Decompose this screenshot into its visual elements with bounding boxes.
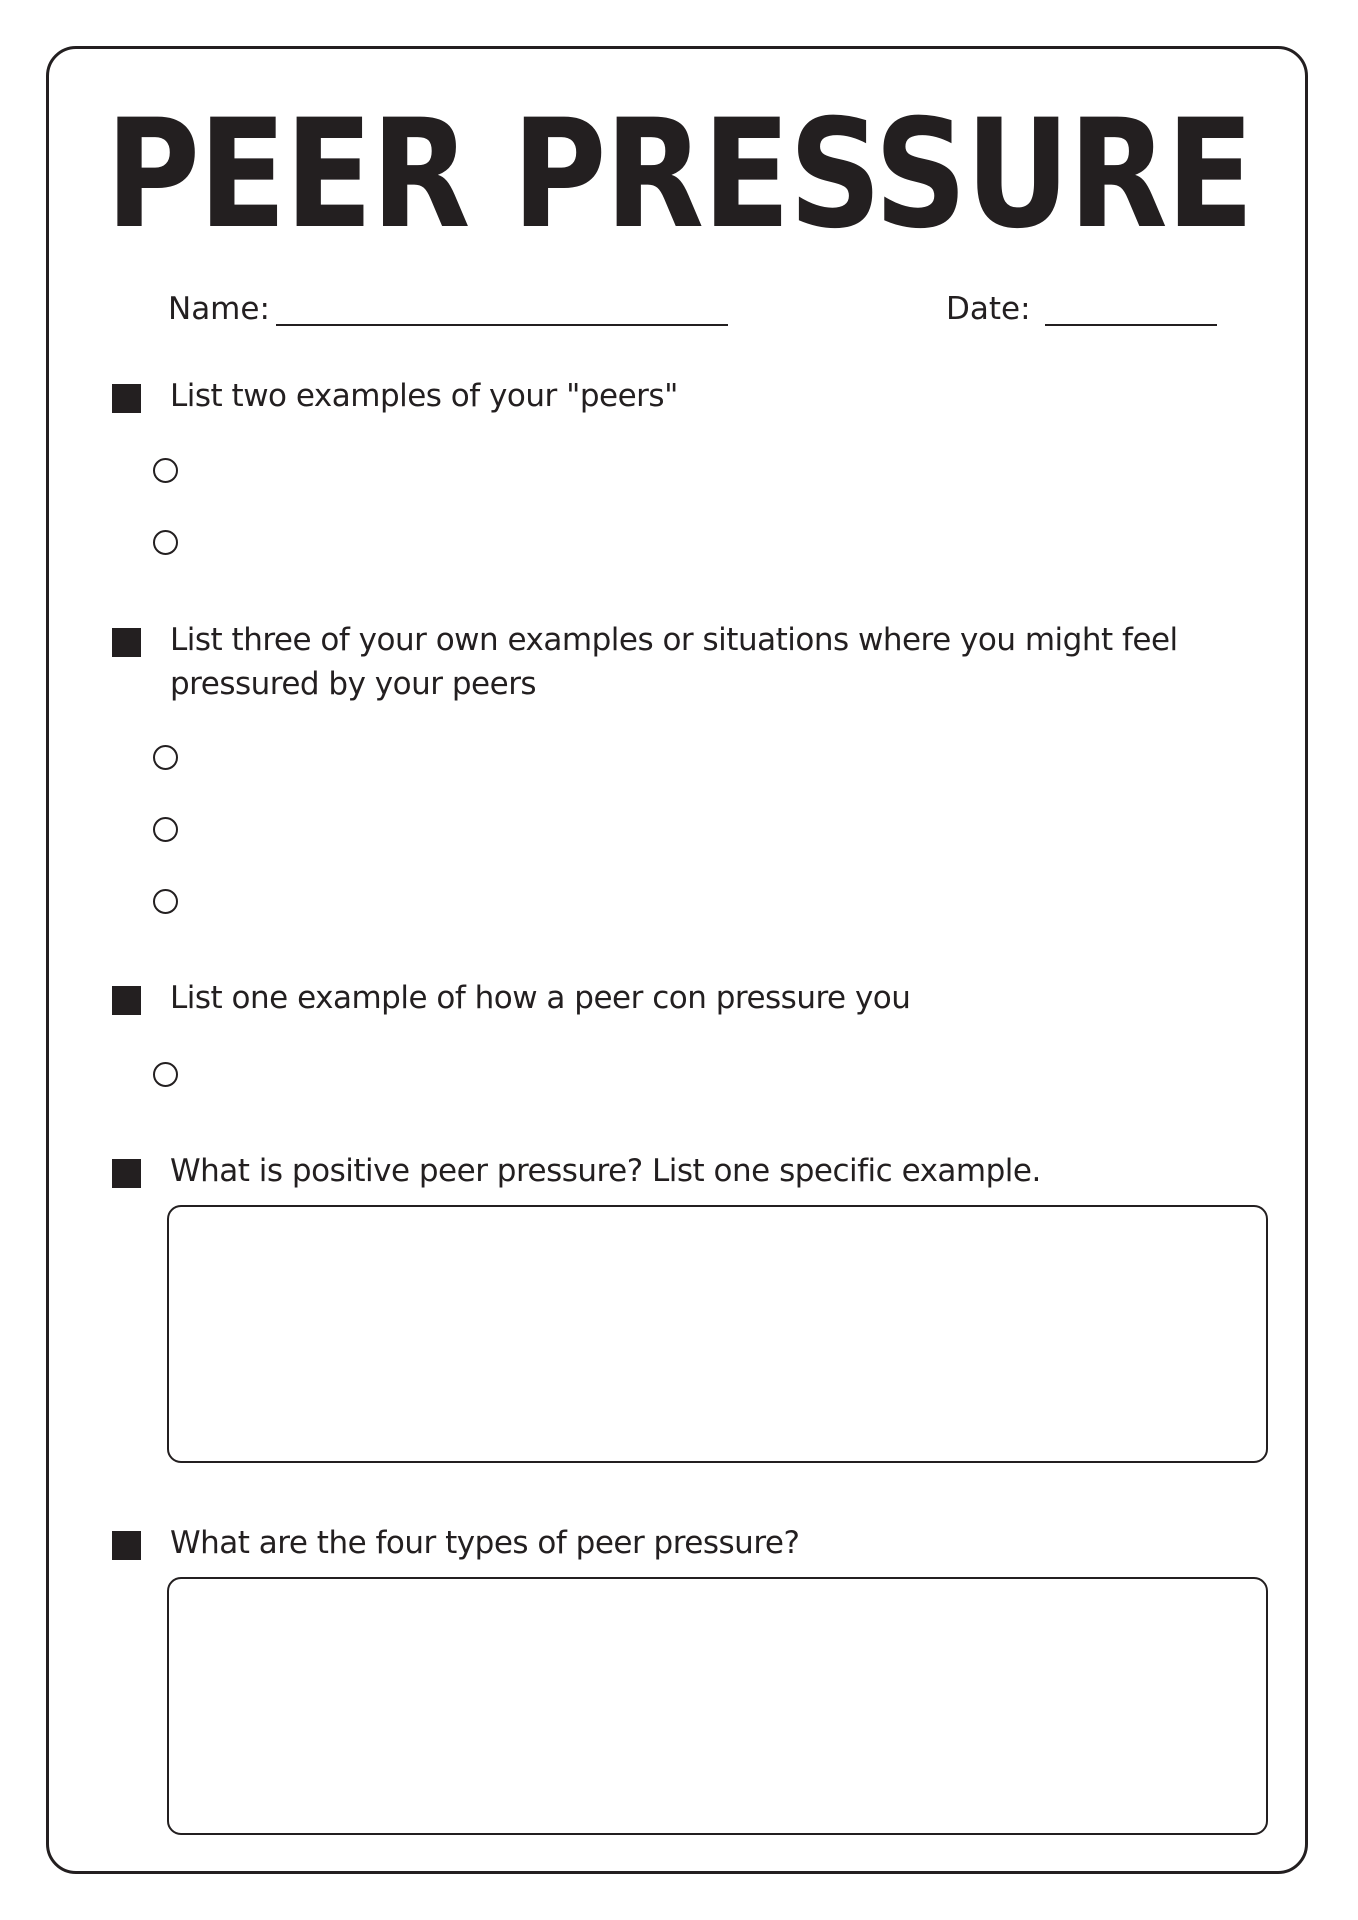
question-bullet-square — [112, 628, 141, 657]
name-label: Name: — [168, 291, 270, 327]
answer-bullet-circle[interactable] — [153, 458, 178, 483]
answer-bullet-circle[interactable] — [153, 745, 178, 770]
question-bullet-square — [112, 986, 141, 1015]
question-5-text: What are the four types of peer pressure? — [170, 1525, 800, 1561]
question-bullet-square — [112, 1531, 141, 1560]
name-field — [168, 292, 728, 326]
date-field — [946, 292, 1217, 326]
name-input-line[interactable] — [276, 294, 728, 326]
answer-bullet-circle[interactable] — [153, 889, 178, 914]
date-input-line[interactable] — [1045, 294, 1217, 326]
question-bullet-square — [112, 384, 141, 413]
answer-bullet-circle[interactable] — [153, 817, 178, 842]
question-1-text: List two examples of your "peers" — [170, 378, 678, 414]
date-label: Date: — [946, 291, 1031, 327]
question-3-text: List one example of how a peer con pressure you — [170, 980, 911, 1016]
answer-bullet-circle[interactable] — [153, 1062, 178, 1087]
question-4-text: What is positive peer pressure? List one specific example. — [170, 1153, 1041, 1189]
question-2-text: List three of your own examples or situations where you might feel pressured by your peers — [170, 622, 1178, 702]
answer-box-four-types[interactable] — [167, 1577, 1268, 1835]
worksheet-title: PEER PRESSURE — [105, 88, 1253, 262]
question-bullet-square — [112, 1159, 141, 1188]
answer-box-positive-peer-pressure[interactable] — [167, 1205, 1268, 1463]
answer-bullet-circle[interactable] — [153, 530, 178, 555]
